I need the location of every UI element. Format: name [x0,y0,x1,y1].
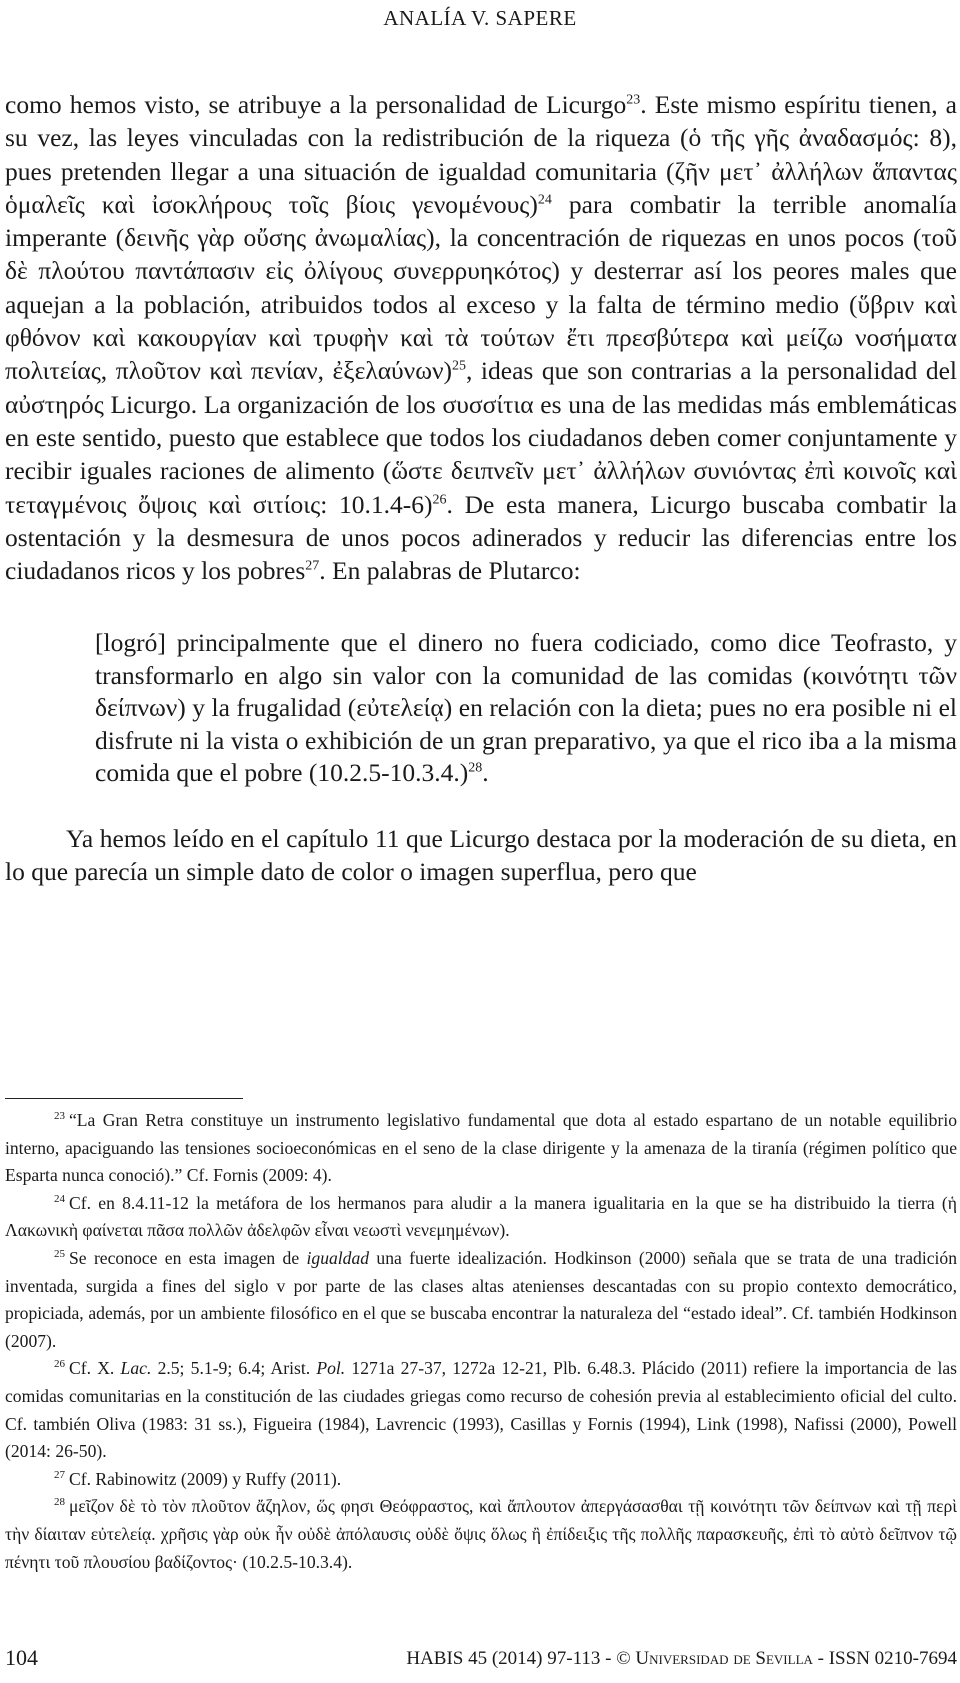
footnote-italic: igualdad [306,1247,370,1268]
footnotes [5,1107,957,1576]
footnote-ref-25[interactable]: 25 [452,358,467,374]
footnote-number: 23 [54,1110,65,1123]
footnote-ref-26[interactable]: 26 [432,492,447,508]
footnote-number: 26 [54,1358,65,1371]
footnote-text: “La Gran Retra constituye un instrumento legislativo fundamental que dota al estado espartano de un notable equilibrio interno, apaciguando las tensiones socioeconómicas en el seno de la clase dirigente y la amenaza de la tiranía (régimen político que Esparta nunca conoció).” Cf. Fornis (2009: 4). [5,1110,957,1186]
footnote-text: Cf. en 8.4.11-12 la metáfora de los hermanos para aludir a la manera igualitaria en la que se ha distribuido la tierra (ἡ Λακωνικὴ φαίνεται πᾶσα πολλῶν ἀδελφῶν εἶναι νεωστὶ νενεμημένων). [5,1192,957,1241]
publisher-name: Universidad de Sevilla [635,1648,813,1669]
footnote-text: una fuerte idealización. Hodkinson (2000) señala que se trata de una tradición inventada, surgida a fines del siglo v por parte de las clases altas atenienses descantadas con su propio contexto democrático, propiciada, además, por un ambiente filosófico en el que se buscaba encontrar la naturaleza del “estado ideal”. Cf. también Hodkinson (2007). [5,1247,957,1351]
text-run: . Este mismo espíritu tienen, a su vez, las leyes vinculadas con la redistribución de la riqueza (ὁ τῆς γῆς ἀναδασμός: 8), pues pretenden llegar a una situación de igualdad comunitaria (ζῆν μετ᾽ ἀλλήλων ἅπαντας ὁμαλεῖς καὶ ἰσοκλήρους τοῖς βίοις γενομένους) [5,90,957,219]
journal-citation [406,1648,957,1670]
footnote-25 [5,1245,957,1355]
footnote-text: 2.5; 5.1-9; 6.4; Arist. [151,1358,317,1379]
footnote-number: 27 [54,1468,65,1481]
footnote-text: Cf. X. [69,1358,121,1379]
journal-text: - ISSN 0210-7694 [812,1648,957,1669]
footnote-separator [5,1098,243,1099]
footnote-ref-28[interactable]: 28 [468,760,483,776]
footnote-italic: Pol. [316,1358,346,1379]
text-run: para combatir la terrible anomalía imperante (δεινῆς γὰρ οὔσης ἀνωμαλίας), la concentración de riquezas en unos pocos (τοῦ δὲ πλούτου παντάπασιν εἰς ὀλίγους συνερρυηκότος) y desterrar así los peores males que aquejan a la población, atribuidos todos al exceso y la falta de término medio (ὕβριν καὶ φθόνον καὶ κακουργίαν καὶ τρυφὴν καὶ τὰ τούτων ἔτι πρεσβύτερα καὶ μείζω νοσήματα πολιτείας, πλοῦτον καὶ πενίαν, ἐξελαύνων) [5,189,958,386]
running-head: ANALÍA V. SAPERE [383,6,577,30]
paragraph-2: Ya hemos leído en el capítulo 11 que Licurgo destaca por la moderación de su dieta, en lo que parecía un simple dato de color o imagen superflua, pero que [5,823,957,887]
text-run: . De esta manera, Licurgo buscaba combatir la ostentación y la desmesura de unos pocos adinerados y reducir las diferencias entre los ciudadanos ricos y los pobres [5,489,957,586]
footnote-text: Cf. Rabinowitz (2009) y Ruffy (2011). [69,1468,342,1489]
footnote-text: Se reconoce en esta imagen de [69,1247,307,1268]
footnote-ref-23[interactable]: 23 [626,92,641,108]
main-text [5,88,957,889]
text-run: . En palabras de Plutarco: [319,556,581,586]
footnote-text: μεῖζον δὲ τὸ τὸν πλοῦτον ἄζηλον, ὥς φησι Θεόφραστος, καὶ ἄπλουτον ἀπεργάσασθαι τῇ κοινότητι τῶν δείπνων καὶ τῇ περὶ τὴν δίαιταν εὐτελείᾳ. χρῆσις γὰρ οὐκ ἦν οὐδὲ ἀπόλαυσις οὐδὲ ὄψις ὅλως ἢ ἐπίδειξις τῆς πολλῆς παρασκευῆς, ἐπὶ τὸ αὐτὸ δεῖπνον τῷ πένητι τοῦ πλουσίου βαδίζοντος· (10.2.5-10.3.4). [5,1496,957,1572]
paragraph-1 [5,88,957,587]
footnote-28 [5,1493,957,1576]
quote-end: . [482,758,489,788]
footnote-23 [5,1107,957,1190]
footnote-italic: Lac. [120,1358,152,1379]
text-run: , ideas que son contrarias a la personalidad del αὐστηρός Licurgo. La organización de los συσσίτια es una de las medidas más emblemáticas en este sentido, puesto que establece que todos los ciudadanos deben comer conjuntamente y recibir iguales raciones de alimento (ὥστε δειπνεῖν μετ᾽ ἀλλήλων συνιόντας ἐπὶ κοινοῖς καὶ τεταγμένοις ὄψοις καὶ σιτίοις: 10.1.4-6) [5,356,957,519]
page-number: 104 [5,1645,38,1670]
footnote-ref-24[interactable]: 24 [537,192,552,208]
footnote-27 [5,1466,957,1494]
footnote-ref-27[interactable]: 27 [305,558,320,574]
footnote-26 [5,1355,957,1465]
journal-text: HABIS 45 (2014) 97-113 - © [406,1648,636,1669]
footnote-text: 1271a 27-37, 1272a 12-21, Plb. 6.48.3. Plácido (2011) refiere la importancia de las comidas comunitarias en la constitución de las ciudades griegas como recurso de cohesión previa al establecimiento oficial del culto. Cf. también Oliva (1983: 31 ss.), Figueira (1984), Lavrencic (1993), Casillas y Fornis (1994), Link (1998), Nafissi (2000), Powell (2014: 26-50). [5,1358,957,1462]
quote-text: [logró] principalmente que el dinero no fuera codiciado, como dice Teofrasto, y transformarlo en algo sin valor con la comunidad de las comidas (κοινότητι τῶν δείπνων) y la frugalidad (εὐτελείᾳ) en relación con la dieta; pues no era posible ni el disfrute ni la vista o exhibición de un gran preparativo, ya que el rico iba a la misma comida que el pobre (10.2.5-10.3.4.) [95,628,957,788]
footnote-number: 25 [54,1248,65,1261]
footnote-24 [5,1190,957,1245]
text-run: como hemos visto, se atribuye a la personalidad de Licurgo [5,90,627,119]
footnote-number: 24 [54,1192,65,1205]
block-quote [95,627,957,790]
footnote-number: 28 [54,1496,65,1509]
